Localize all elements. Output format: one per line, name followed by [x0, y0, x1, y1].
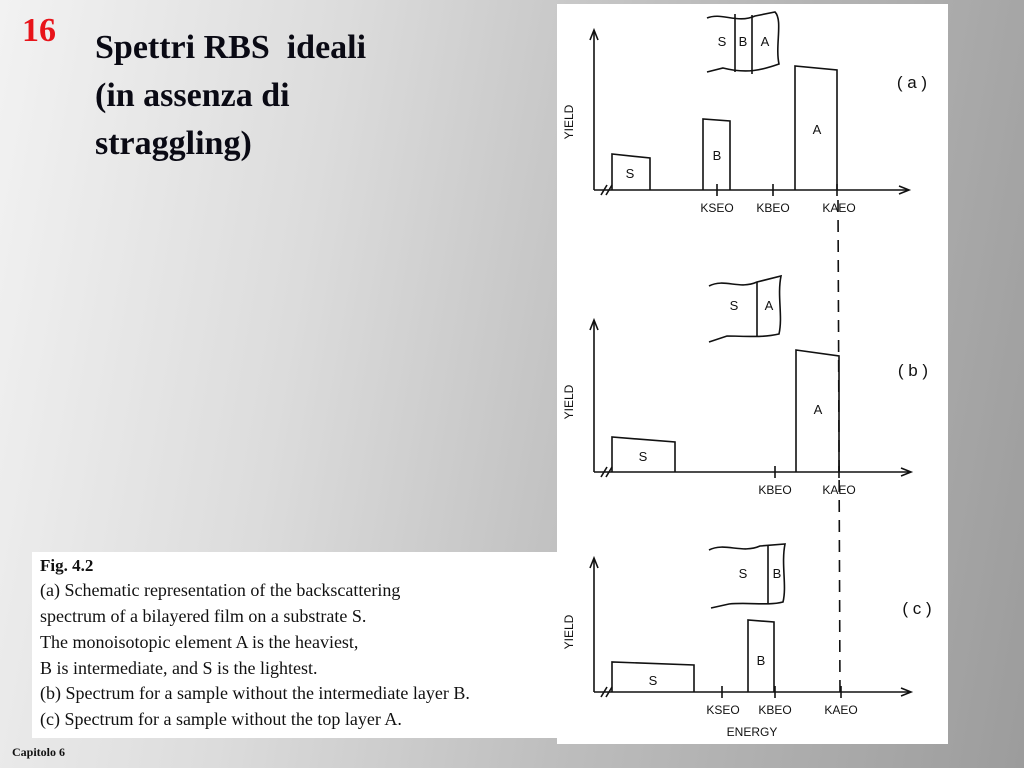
panel-c-peak-s-label: S — [648, 673, 658, 688]
caption-fig-label: Fig. 4.2 — [40, 556, 94, 575]
panel-a — [590, 12, 909, 196]
panel-a-peak-b-label: B — [712, 148, 722, 163]
panel-c-peak-b-label: B — [756, 653, 766, 668]
panel-a-peak-a-label: A — [812, 122, 822, 137]
panel-c-tick-kb-label: KBEO — [758, 703, 792, 717]
panel-c-layer-s: S — [738, 566, 748, 581]
panel-a-peak-s-label: S — [625, 166, 635, 181]
panel-c — [590, 544, 911, 698]
panel-a-y-label: YIELD — [562, 104, 576, 140]
panel-b-layer-s: S — [729, 298, 739, 313]
caption-line-6: (c) Spectrum for a sample without the top layer A. — [40, 709, 402, 729]
panel-b-peak-s-label: S — [638, 449, 648, 464]
footer-chapter: Capitolo 6 — [12, 745, 66, 759]
panel-b-label: ( b ) — [897, 361, 929, 380]
caption-line-3: The monoisotopic element A is the heaviest, — [40, 632, 359, 652]
panel-c-label: ( c ) — [902, 599, 932, 618]
panel-b-tick-kb-label: KBEO — [758, 483, 792, 497]
panel-a-layer-b: B — [738, 34, 748, 49]
panel-a-layer-s: S — [717, 34, 727, 49]
caption-line-1: (a) Schematic representation of the backscattering — [40, 580, 401, 600]
panel-c-tick-ka-label: KAEO — [824, 703, 858, 717]
panel-b — [590, 276, 911, 478]
panel-c-layer-b: B — [772, 566, 782, 581]
slide-number: 16 — [22, 12, 56, 49]
panel-b-tick-ka-label: KAEO — [822, 483, 856, 497]
panel-a-tick-ka-label: KAEO — [822, 201, 856, 215]
caption-line-4: B is intermediate, and S is the lightest. — [40, 658, 318, 678]
title-line-2: (in assenza di — [95, 77, 290, 114]
title-line-1: Spettri RBS ideali — [95, 29, 367, 66]
panel-c-y-label: YIELD — [562, 614, 576, 650]
panel-a-layer-a: A — [760, 34, 770, 49]
panel-b-layer-a: A — [764, 298, 774, 313]
title-line-3: straggling) — [95, 125, 252, 162]
rbs-spectra-svg — [557, 4, 948, 744]
caption-line-2: spectrum of a bilayered film on a substrate S. — [40, 606, 367, 626]
panel-b-y-label: YIELD — [562, 384, 576, 420]
figure-caption — [32, 552, 558, 738]
rbs-spectra-figure — [557, 4, 948, 744]
panel-a-tick-ks-label: KSEO — [700, 201, 734, 215]
panel-a-label: ( a ) — [896, 73, 928, 92]
caption-line-5: (b) Spectrum for a sample without the intermediate layer B. — [40, 683, 470, 703]
panel-b-peak-a-label: A — [813, 402, 823, 417]
ka-alignment-dashed-line — [838, 200, 840, 694]
panel-c-tick-ks-label: KSEO — [706, 703, 740, 717]
x-axis-label-energy: ENERGY — [726, 725, 778, 739]
slide-title — [95, 24, 475, 168]
panel-a-tick-kb-label: KBEO — [756, 201, 790, 215]
